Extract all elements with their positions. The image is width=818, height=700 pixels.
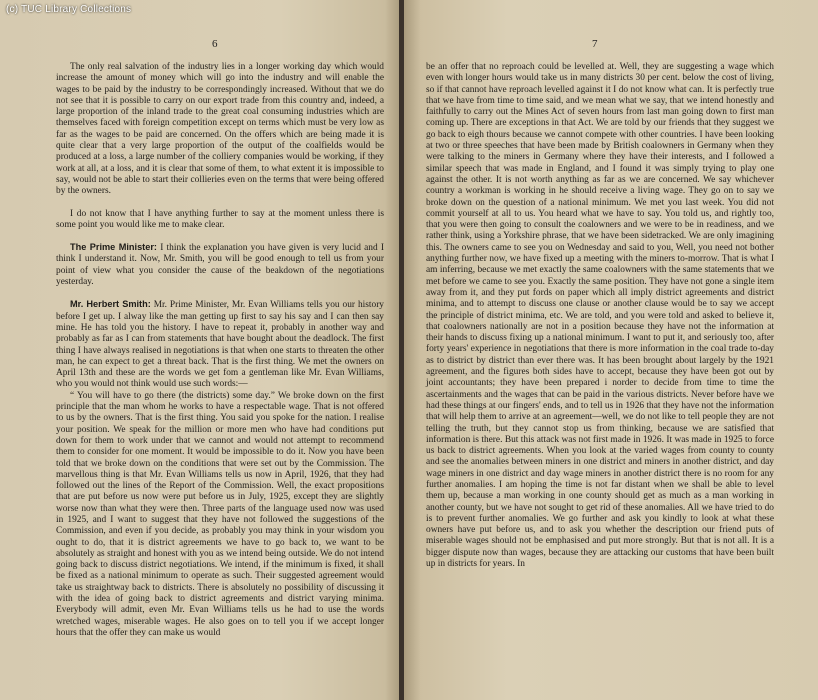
paragraph: The only real salvation of the industry lies in a longer working day which would increase the amount of money which will go into the industry and will enable the wages to be paid by the industry to be correspondingly increased. Without that we do not see that it is possible to carry on our export trade from this country and, indeed, a large proportion of the inland trade to the great coal consuming industries which are themselves faced with foreign competition except on terms which must be very low as far as the wages to be paid are concerned. On the offers which are being made it is quite clear that a very large proportion of the output of the coalfields would be produced at a loss, a large number of the colliery companies would be working, if they work at all, at a loss, and it is clear that some of them, to what extent it is impossible to say, would not be able to start their collieries even on the terms that were being offered by the owners. [56, 62, 384, 197]
paragraph [56, 299, 384, 390]
speaker-name: The Prime Minister: [70, 242, 157, 253]
speaker-name: Mr. Herbert Smith: [70, 299, 151, 310]
page-number-left: 6 [212, 38, 218, 50]
paragraph [56, 242, 384, 288]
paragraph: I do not know that I have anything further to say at the moment unless there is some point you would like me to make clear. [56, 208, 384, 230]
right-page-body [426, 62, 774, 570]
right-page [404, 0, 818, 700]
paragraph: “ You will have to go there (the districts) some day.” We broke down on the first principle that the man whom he works to have a respectable wage. That is not offered to us by the owners. That is the first thing. You said you spoke for the nation. I realise your position. We speak for the million or more men who have had conditions put down for them to work under that we cannot and would not attempt to recommend them to consider for one moment. It would be impossible to do it. Now you have been told that we broke down on the conditions that were set out by the Commission. The marvellous thing is that Mr. Evan Williams tells us now in April, 1926, that they had followed out the lines of the Report of the Commission. Well, the exact propositions that are put before us now were put before us in July, 1925, except they are slightly worse now than what they were then. Three parts of the language used now was used in 1925, and I want to suggest that they have not followed the suggestions of the Commission, and even if you decide, as probably you may think in your wisdom you ought to do, that it is district agreements we have to go back to, we want to be absolutely as straight and honest with you as we intend being outside. We do not intend going back to discuss district negotiations. We intend, if the minimum is fixed, it shall be fixed as a national minimum to operate as such. Their suggested agreement would take us straightway back to districts. There is absolutely no possibility of discussing it with the idea of going back to district agreements and district varying minima. Everybody will admit, even Mr. Evan Williams tells us he had to use the words wretched wages, miserable wages. He also goes on to tell you if we accept longer hours that the offer they can make us would [56, 390, 384, 638]
left-page-body [56, 62, 384, 639]
speech-text: Mr. Prime Minister, Mr. Evan Williams tells you our history before I get up. I alway like the man getting up first to say his say and I can then say mine. He has told you the history. I have to repeat it, probably in another way and probably as far as I can from statements that have bought about the deadlock. The first thing I have always realised in negotiations is that when one starts to threaten the other man, he can expect to get a threat back. That is the first thing. We met the owners on April 13th and these are the words we get fom a gentleman like Mr. Evan Williams, who you would not think would use such words:— [56, 300, 384, 390]
collection-watermark: (c) TUC Library Collections [6, 4, 132, 15]
page-number-right: 7 [592, 38, 598, 50]
speech-text: I think the explanation you have given is very lucid and I think I understand it. Now, Mr. Smith, you will be good enough to tell us from your point of view what you consider the cause of the beakdown of the negotiations yesterday. [56, 243, 385, 288]
left-page [0, 0, 401, 700]
paragraph: be an offer that no reproach could be levelled at. Well, they are suggesting a wage which even with longer hours would take us in many districts 30 per cent. below the cost of living, so if that cannot have reproach levelled against it I do not know what can. It is perfectly true that we have from time to time said, and we mean what we say, that we intend honestly and faithfully to carry out the Mines Act of seven hours from last man going down to first man coming up. There are exceptions in that Act. We are told by our friends that they suggest we go back to eigh thours because we cannot compete with other countries. I have been looking at two or three speeches that have been made by British coalowners in Germany when they were talking to the miners in Germany where they have their interests, and I followed a similar speech that was made in England, and I found it was simply trying to play one against the other. It is not worth anything as far as we are concerned. We say whichever country a workman is working in he should receive a living wage. They go on to say we broke down on the question of a national minimum. We met you last week. You did not commit yourself at all to us. You heard what we have to say. You told us, and rightly too, that you were then going to consult the coalowners and we were to be in readiness, and we rather think, using a Yorkshire phrase, that we have been sidetracked. We are only imagining this. The owners came to see you on Wednesday and said to you, Well, you need not bother anything further now, we have fixed up a meeting with the miners to-morrow. That is what I am inferring, because we met exactly the same coalowners with the same statements that we met before we came to see you. Exactly the same position. They have not gone a single item away from it, and they put fords on paper which all imply district agreements and district minima, and to attempt to discuss one clause or another clause would be to say we accept the principle of district minima, etc. We are told, and you were told and asked to believe it, that coalowners nationally are not in a position because they have not the information at their hands to discuss fixing up a national minimum. I want to put it, and seriously too, after forty years' experience in negotiations that there is more information in the coal trade to-day as to district by district than ever there was. It has been brought about largely by the 1921 agreement, and the figures both sides have to accept, because they have been got out by joint accountants; they have been prepared i norder to decide from time to time the ascertainments and the wages that can be paid in the various districts. Never before have we had these things at our fingers' ends, and to tell us in 1926 that they have not the information that will help them to arrive at an agreement—well, we do not like to tell people they are not telling the truth, but they cannot stop us from thinking, because we are satisfied that information is there. But this attack was not first made in 1926. It was made in 1925 to force us back to district agreements. When you look at the varied wages from county to county and see the anomalies between miners in one district and miners in another district, and day wage miners in one district and day wage miners in another district there is no room for any further anomalies. I am hoping the time is not far distant when we shall be able to level them up, because a man working in one county should get as much as a man working in another county, but we have not sought to get rid of these anomalies. All we have tried to do is to prevent further anomalies. We go further and ask you kindly to look at what these owners have put before us, and to ask you whether the description our friend puts of miserable wages should not be emphasised and put more strongly. But that is not all. It is a bigger dispute now than wages, because they are attacking our customs that have been built up in districts for years. In [426, 62, 774, 570]
